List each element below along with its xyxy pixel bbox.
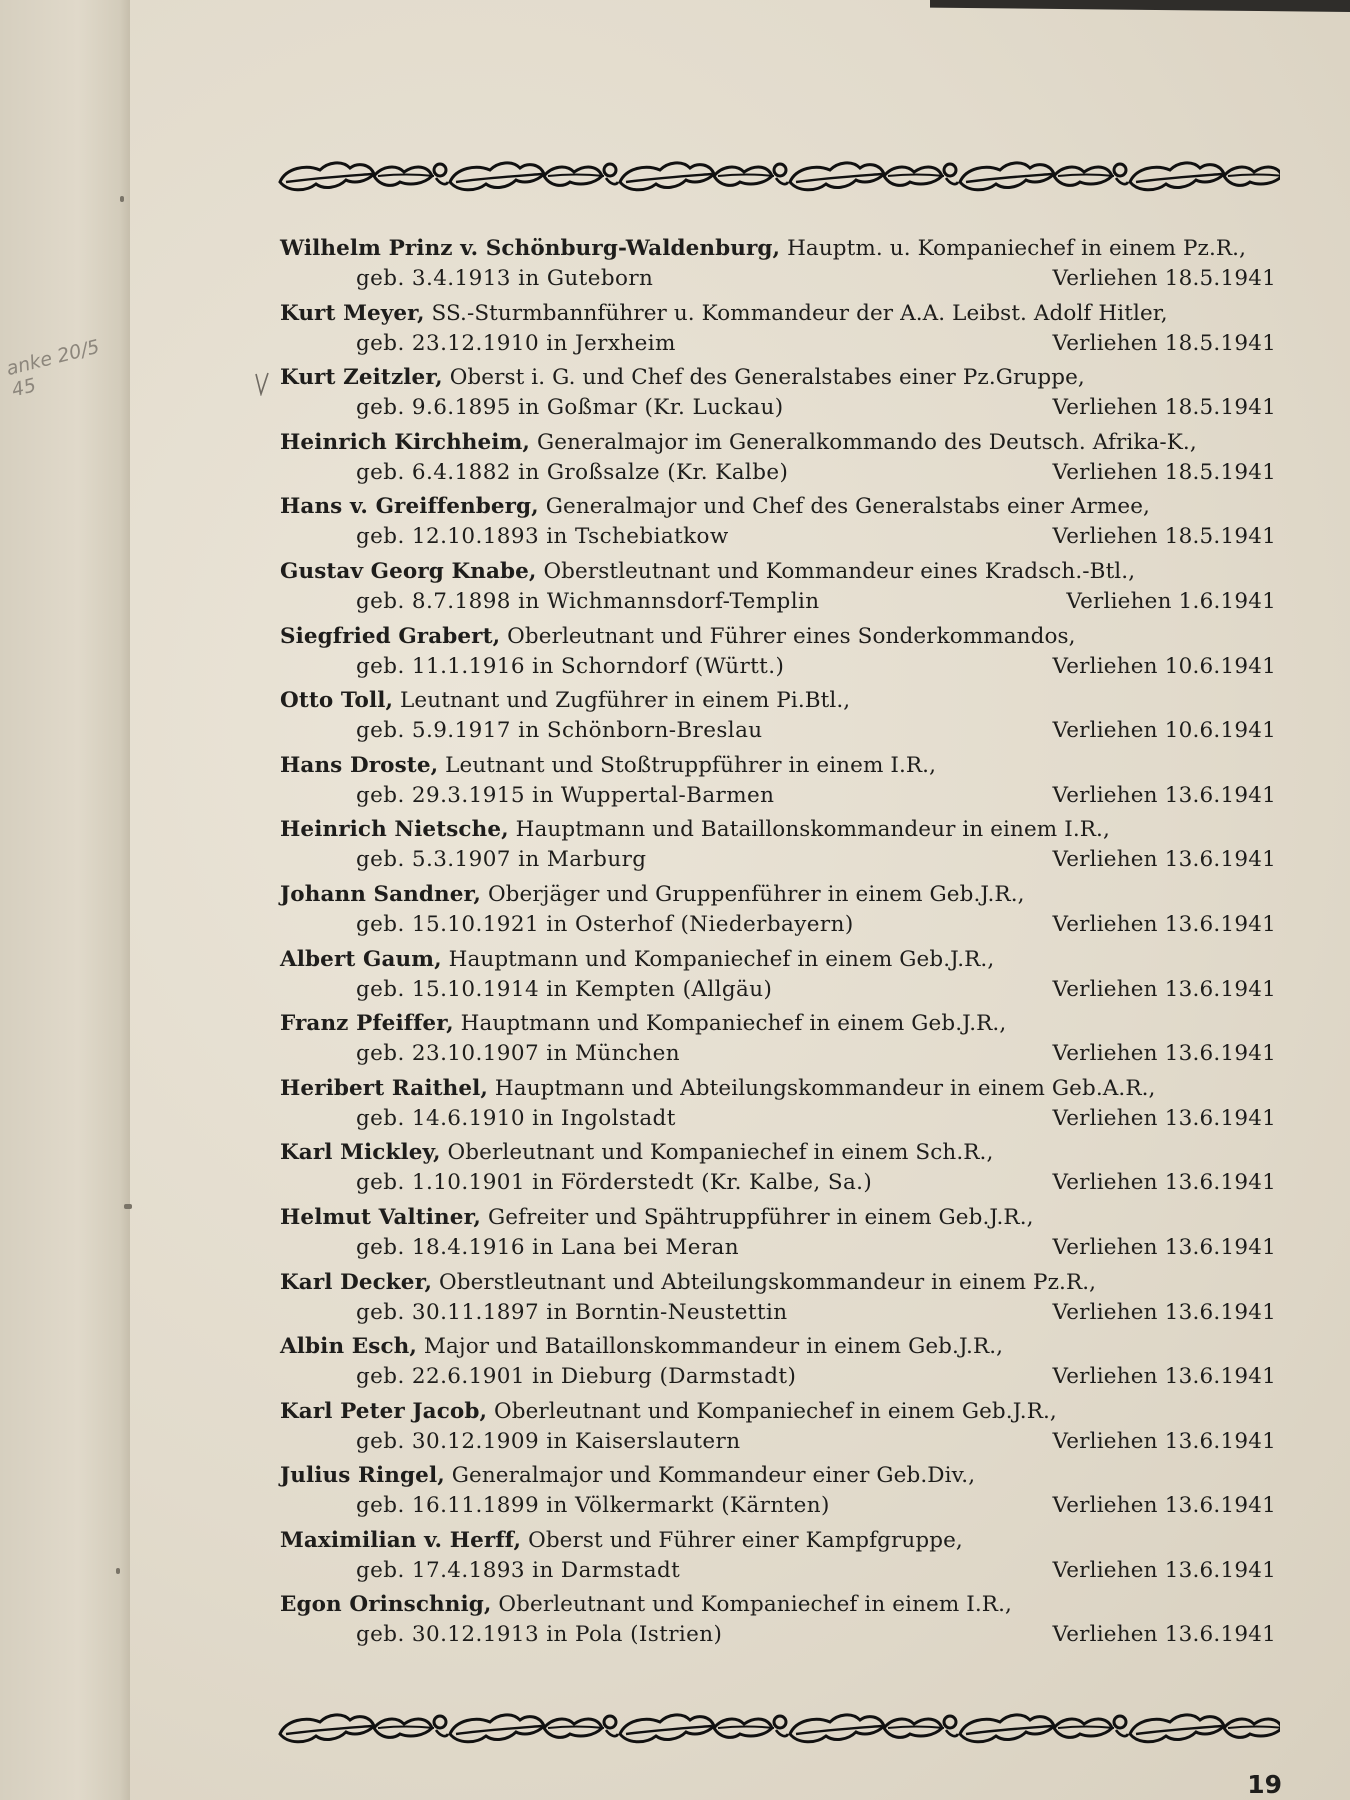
recipient-rank: Oberleutnant und Kompaniechef in einem Geb.J.R., bbox=[487, 1398, 1057, 1424]
award-date: Verliehen 13.6.1941 bbox=[1052, 1493, 1276, 1519]
birth-info: geb. 9.6.1895 in Goßmar (Kr. Luckau) bbox=[356, 395, 784, 421]
birth-info: geb. 18.4.1916 in Lana bei Meran bbox=[356, 1234, 740, 1260]
paper-speck bbox=[124, 1204, 132, 1209]
list-item bbox=[280, 1074, 1276, 1139]
award-date: Verliehen 18.5.1941 bbox=[1052, 459, 1276, 485]
recipient-name: Johann Sandner, bbox=[280, 881, 482, 907]
award-list bbox=[280, 234, 1276, 1655]
award-date: Verliehen 13.6.1941 bbox=[1052, 976, 1276, 1002]
entry-title-line bbox=[280, 945, 1276, 975]
award-date: Verliehen 13.6.1941 bbox=[1052, 1170, 1276, 1196]
award-date: Verliehen 13.6.1941 bbox=[1052, 1364, 1276, 1390]
award-date: Verliehen 18.5.1941 bbox=[1052, 330, 1276, 356]
recipient-name: Maximilian v. Herff, bbox=[280, 1527, 522, 1553]
recipient-name: Kurt Meyer, bbox=[280, 300, 425, 326]
birth-info: geb. 3.4.1913 in Guteborn bbox=[356, 266, 654, 291]
entry-title-line bbox=[280, 492, 1276, 522]
list-item bbox=[280, 363, 1276, 428]
award-date: Verliehen 13.6.1941 bbox=[1052, 847, 1276, 873]
recipient-rank: Oberleutnant und Kompaniechef in einem Sch.R., bbox=[440, 1140, 994, 1166]
recipient-name: Egon Orinschnig, bbox=[280, 1592, 492, 1618]
entry-title-line bbox=[280, 557, 1276, 587]
recipient-rank: Hauptmann und Kompaniechef in einem Geb.J.R., bbox=[441, 946, 995, 972]
birth-info: geb. 30.12.1909 in Kaiserslautern bbox=[356, 1428, 741, 1454]
award-date: Verliehen 18.5.1941 bbox=[1052, 524, 1276, 550]
recipient-name: Heinrich Kirchheim, bbox=[280, 429, 531, 455]
award-date: Verliehen 13.6.1941 bbox=[1052, 1428, 1276, 1454]
birth-info: geb. 16.11.1899 in Völkermarkt (Kärnten) bbox=[356, 1493, 830, 1519]
recipient-name: Heribert Raithel, bbox=[280, 1075, 488, 1101]
pencil-tick-mark-icon bbox=[255, 372, 269, 396]
birth-info: geb. 23.12.1910 in Jerxheim bbox=[356, 330, 676, 356]
recipient-rank: Oberst und Führer einer Kampfgruppe, bbox=[521, 1527, 963, 1553]
list-item bbox=[280, 1397, 1276, 1462]
recipient-name: Siegfried Grabert, bbox=[280, 623, 501, 649]
recipient-name: Heinrich Nietsche, bbox=[280, 817, 509, 843]
entry-title-line bbox=[280, 234, 1276, 264]
entry-title-line bbox=[280, 1590, 1276, 1620]
recipient-rank: Oberstleutnant und Abteilungskommandeur in einem Pz.R., bbox=[432, 1269, 1097, 1295]
recipient-name: Franz Pfeiffer, bbox=[280, 1011, 454, 1037]
entry-title-line bbox=[280, 686, 1276, 716]
entry-title-line bbox=[280, 1397, 1276, 1427]
recipient-name: Gustav Georg Knabe, bbox=[280, 558, 537, 584]
recipient-name: Otto Toll, bbox=[280, 688, 394, 714]
list-item bbox=[280, 234, 1276, 299]
recipient-rank: Hauptm. u. Kompaniechef in einem Pz.R., bbox=[780, 236, 1247, 261]
list-item bbox=[280, 1203, 1276, 1268]
list-item bbox=[280, 1590, 1276, 1655]
birth-info: geb. 22.6.1901 in Dieburg (Darmstadt) bbox=[356, 1364, 797, 1390]
facing-page-edge bbox=[930, 0, 1350, 12]
entry-title-line bbox=[280, 1074, 1276, 1104]
birth-info: geb. 29.3.1915 in Wuppertal-Barmen bbox=[356, 782, 775, 808]
list-item bbox=[280, 557, 1276, 622]
award-date: Verliehen 13.6.1941 bbox=[1052, 1557, 1276, 1583]
recipient-name: Wilhelm Prinz v. Schönburg-Waldenburg, bbox=[280, 236, 781, 261]
recipient-name: Karl Decker, bbox=[280, 1269, 433, 1295]
award-date: Verliehen 13.6.1941 bbox=[1052, 1299, 1276, 1325]
list-item bbox=[280, 686, 1276, 751]
entry-title-line bbox=[280, 1268, 1276, 1298]
page-number: 19 bbox=[1247, 1770, 1282, 1799]
birth-info: geb. 15.10.1921 in Osterhof (Niederbayern) bbox=[356, 911, 854, 937]
birth-info: geb. 30.12.1913 in Pola (Istrien) bbox=[356, 1622, 723, 1648]
list-item bbox=[280, 880, 1276, 945]
recipient-name: Hans v. Greiffenberg, bbox=[280, 494, 539, 520]
entry-title-line bbox=[280, 1461, 1276, 1491]
list-item bbox=[280, 1526, 1276, 1591]
recipient-name: Karl Peter Jacob, bbox=[280, 1398, 488, 1424]
entry-title-line bbox=[280, 751, 1276, 781]
recipient-rank: SS.-Sturmbannführer u. Kommandeur der A.A. Leibst. Adolf Hitler, bbox=[424, 300, 1168, 326]
birth-info: geb. 14.6.1910 in Ingolstadt bbox=[356, 1105, 676, 1131]
recipient-rank: Leutnant und Stoßtruppführer in einem I.R., bbox=[438, 752, 937, 778]
award-date: Verliehen 13.6.1941 bbox=[1052, 782, 1276, 808]
recipient-name: Karl Mickley, bbox=[280, 1140, 441, 1166]
recipient-name: Albin Esch, bbox=[280, 1334, 417, 1360]
recipient-rank: Hauptmann und Bataillonskommandeur in einem I.R., bbox=[508, 817, 1110, 843]
award-date: Verliehen 18.5.1941 bbox=[1052, 395, 1276, 421]
birth-info: geb. 11.1.1916 in Schorndorf (Württ.) bbox=[356, 653, 785, 679]
entry-title-line bbox=[280, 622, 1276, 652]
entry-title-line bbox=[280, 1332, 1276, 1362]
recipient-name: Julius Ringel, bbox=[280, 1463, 445, 1489]
list-item bbox=[280, 815, 1276, 880]
list-item bbox=[280, 299, 1276, 364]
entry-title-line bbox=[280, 299, 1276, 329]
list-item bbox=[280, 428, 1276, 493]
list-item bbox=[280, 1461, 1276, 1526]
paper-speck bbox=[116, 1568, 120, 1574]
oak-leaf-border-top bbox=[276, 148, 1280, 202]
award-date: Verliehen 13.6.1941 bbox=[1052, 1234, 1276, 1260]
list-item bbox=[280, 945, 1276, 1010]
birth-info: geb. 23.10.1907 in München bbox=[356, 1041, 680, 1067]
award-date: Verliehen 10.6.1941 bbox=[1052, 653, 1276, 679]
birth-info: geb. 15.10.1914 in Kempten (Allgäu) bbox=[356, 976, 773, 1002]
birth-info: geb. 17.4.1893 in Darmstadt bbox=[356, 1557, 681, 1583]
recipient-name: Hans Droste, bbox=[280, 752, 439, 778]
recipient-rank: Leutnant und Zugführer in einem Pi.Btl., bbox=[393, 688, 851, 714]
page-gutter bbox=[0, 0, 130, 1800]
pencil-margin-note: anke 20/5 45 bbox=[4, 335, 102, 402]
list-item bbox=[280, 751, 1276, 816]
award-date: Verliehen 13.6.1941 bbox=[1052, 911, 1276, 937]
paper-speck bbox=[120, 196, 124, 202]
recipient-rank: Major und Bataillonskommandeur in einem Geb.J.R., bbox=[416, 1334, 1004, 1360]
recipient-rank: Oberleutnant und Kompaniechef in einem I.R., bbox=[491, 1592, 1012, 1618]
recipient-rank: Generalmajor und Kommandeur einer Geb.Div., bbox=[444, 1463, 976, 1489]
entry-title-line bbox=[280, 1138, 1276, 1168]
list-item bbox=[280, 1009, 1276, 1074]
birth-info: geb. 1.10.1901 in Förderstedt (Kr. Kalbe, Sa.) bbox=[356, 1170, 873, 1196]
recipient-rank: Oberstleutnant und Kommandeur eines Kradsch.-Btl., bbox=[536, 558, 1136, 584]
list-item bbox=[280, 1332, 1276, 1397]
award-date: Verliehen 18.5.1941 bbox=[1052, 266, 1276, 291]
recipient-name: Helmut Valtiner, bbox=[280, 1204, 482, 1230]
award-date: Verliehen 13.6.1941 bbox=[1052, 1105, 1276, 1131]
recipient-rank: Oberjäger und Gruppenführer in einem Geb.J.R., bbox=[481, 881, 1025, 907]
list-item bbox=[280, 1138, 1276, 1203]
birth-info: geb. 12.10.1893 in Tschebiatkow bbox=[356, 524, 729, 550]
birth-info: geb. 30.11.1897 in Borntin-Neustettin bbox=[356, 1299, 788, 1325]
list-item bbox=[280, 492, 1276, 557]
recipient-rank: Oberleutnant und Führer eines Sonderkommandos, bbox=[500, 623, 1076, 649]
entry-title-line bbox=[280, 1203, 1276, 1233]
birth-info: geb. 5.3.1907 in Marburg bbox=[356, 847, 647, 873]
award-date: Verliehen 13.6.1941 bbox=[1052, 1041, 1276, 1067]
recipient-rank: Hauptmann und Abteilungskommandeur in einem Geb.A.R., bbox=[488, 1075, 1156, 1101]
award-date: Verliehen 10.6.1941 bbox=[1052, 718, 1276, 744]
entry-title-line bbox=[280, 428, 1276, 458]
list-item bbox=[280, 622, 1276, 687]
birth-info: geb. 8.7.1898 in Wichmannsdorf-Templin bbox=[356, 588, 820, 614]
recipient-rank: Generalmajor im Generalkommando des Deutsch. Afrika-K., bbox=[530, 429, 1197, 455]
recipient-rank: Gefreiter und Spähtruppführer in einem Geb.J.R., bbox=[481, 1204, 1034, 1230]
recipient-rank: Generalmajor und Chef des Generalstabs einer Armee, bbox=[538, 494, 1150, 520]
list-item bbox=[280, 1268, 1276, 1333]
award-date: Verliehen 1.6.1941 bbox=[1066, 588, 1276, 614]
recipient-name: Kurt Zeitzler, bbox=[280, 365, 443, 391]
entry-title-line bbox=[280, 363, 1276, 393]
award-date: Verliehen 13.6.1941 bbox=[1052, 1622, 1276, 1648]
birth-info: geb. 6.4.1882 in Großsalze (Kr. Kalbe) bbox=[356, 459, 789, 485]
entry-title-line bbox=[280, 1009, 1276, 1039]
recipient-rank: Hauptmann und Kompaniechef in einem Geb.J.R., bbox=[453, 1011, 1007, 1037]
entry-title-line bbox=[280, 815, 1276, 845]
entry-title-line bbox=[280, 880, 1276, 910]
entry-title-line bbox=[280, 1526, 1276, 1556]
oak-leaf-border-bottom bbox=[276, 1700, 1280, 1754]
recipient-rank: Oberst i. G. und Chef des Generalstabes einer Pz.Gruppe, bbox=[442, 365, 1085, 391]
birth-info: geb. 5.9.1917 in Schönborn-Breslau bbox=[356, 718, 763, 744]
recipient-name: Albert Gaum, bbox=[280, 946, 442, 972]
